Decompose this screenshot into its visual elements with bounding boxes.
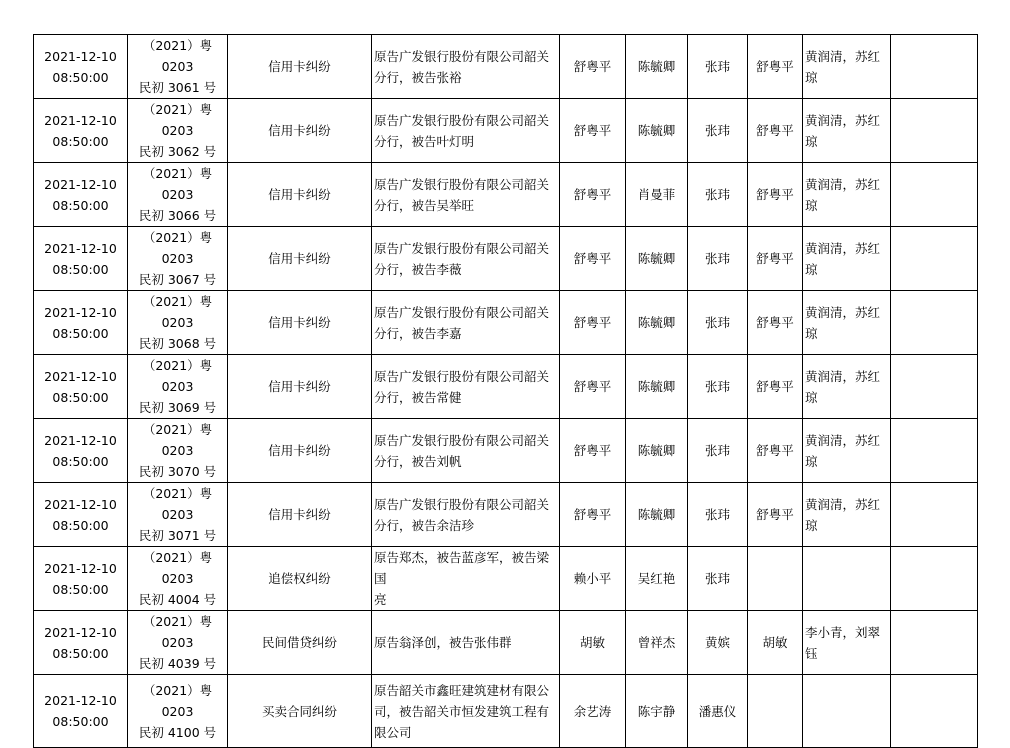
case-cause-cell-text: 信用卡纠纷 xyxy=(268,187,331,202)
jurors-cell-text: 李小青，刘翠钰 xyxy=(805,624,881,661)
table-row xyxy=(34,99,978,163)
parties-cell-text: 原告广发银行股份有限公司韶关 xyxy=(374,368,550,384)
assistant-cell xyxy=(688,227,748,291)
hearing-datetime-cell xyxy=(34,547,128,611)
undertaking-judge-cell-text: 胡敏 xyxy=(762,635,788,650)
undertaking-judge-cell-text: 舒粤平 xyxy=(756,123,794,138)
jurors-cell-text: 黄润清，苏红琼 xyxy=(805,496,881,533)
assistant-cell-text: 黄嫔 xyxy=(704,635,730,650)
parties-cell-text: 原告郑杰，被告蓝彦军，被告梁国 xyxy=(374,550,550,586)
hearing-datetime-cell xyxy=(34,99,128,163)
presiding-judge-cell xyxy=(560,163,626,227)
assistant-cell xyxy=(688,611,748,675)
assistant-cell xyxy=(688,483,748,547)
case-number-cell-text: 民初 4039 号 xyxy=(138,656,217,671)
jurors-cell xyxy=(803,611,891,675)
assistant-cell-text: 潘惠仪 xyxy=(698,703,737,719)
hearing-datetime-cell-text: 08:50:00 xyxy=(52,517,109,533)
case-number-cell-text: （2021）粤 0203 xyxy=(142,422,213,458)
jurors-cell-text: 黄润清，苏红琼 xyxy=(805,304,881,341)
parties-cell-text: 原告广发银行股份有限公司韶关 xyxy=(374,432,550,448)
case-cause-cell-text: 信用卡纠纷 xyxy=(268,315,331,330)
undertaking-judge-cell-text: 舒粤平 xyxy=(756,379,794,394)
parties-cell-text: 分行，被告叶灯明 xyxy=(374,133,475,149)
case-cause-cell xyxy=(228,227,372,291)
table-row xyxy=(34,483,978,547)
clerk-cell xyxy=(626,291,688,355)
assistant-cell xyxy=(688,355,748,419)
table-body xyxy=(34,35,978,748)
hearing-datetime-cell-text: 08:50:00 xyxy=(52,197,109,213)
hearing-datetime-cell xyxy=(34,291,128,355)
assistant-cell-text: 张玮 xyxy=(704,379,730,394)
clerk-cell-text: 肖曼菲 xyxy=(637,187,676,202)
presiding-judge-cell xyxy=(560,35,626,99)
parties-cell xyxy=(372,163,560,227)
assistant-cell-text: 张玮 xyxy=(704,59,730,74)
parties-cell-text: 分行，被告余洁珍 xyxy=(374,517,475,533)
case-cause-cell xyxy=(228,355,372,419)
undertaking-judge-cell-text: 舒粤平 xyxy=(756,315,794,330)
case-cause-cell-text: 民间借贷纠纷 xyxy=(261,635,337,650)
hearing-datetime-cell-text: 2021-12-10 xyxy=(44,176,117,192)
undertaking-judge-cell xyxy=(748,547,803,611)
case-number-cell-text: 民初 3061 号 xyxy=(138,80,217,95)
hearing-datetime-cell xyxy=(34,675,128,748)
clerk-cell-text: 陈毓卿 xyxy=(637,251,676,266)
case-number-cell-text: （2021）粤 0203 xyxy=(142,102,213,138)
empty-cell xyxy=(891,99,978,163)
hearing-datetime-cell-text: 08:50:00 xyxy=(52,453,109,469)
table-row xyxy=(34,163,978,227)
case-number-cell-text: 民初 3062 号 xyxy=(138,144,217,159)
hearing-datetime-cell-text: 2021-12-10 xyxy=(44,560,117,576)
hearing-datetime-cell-text: 2021-12-10 xyxy=(44,496,117,512)
undertaking-judge-cell-text: 舒粤平 xyxy=(756,507,794,522)
case-number-cell-text: （2021）粤 0203 xyxy=(142,230,213,266)
case-cause-cell xyxy=(228,99,372,163)
assistant-cell xyxy=(688,547,748,611)
hearing-datetime-cell xyxy=(34,611,128,675)
presiding-judge-cell-text: 舒粤平 xyxy=(573,315,612,330)
empty-cell xyxy=(891,355,978,419)
jurors-cell xyxy=(803,163,891,227)
case-number-cell-text: 民初 4004 号 xyxy=(138,592,217,607)
case-number-cell xyxy=(128,483,228,547)
parties-cell xyxy=(372,547,560,611)
presiding-judge-cell-text: 舒粤平 xyxy=(573,251,612,266)
undertaking-judge-cell xyxy=(748,419,803,483)
assistant-cell xyxy=(688,163,748,227)
clerk-cell-text: 陈毓卿 xyxy=(637,315,676,330)
case-number-cell-text: （2021）粤 0203 xyxy=(142,682,213,719)
case-number-cell xyxy=(128,355,228,419)
case-cause-cell-text: 信用卡纠纷 xyxy=(268,123,331,138)
case-number-cell-text: 民初 4100 号 xyxy=(138,724,217,740)
case-number-cell-text: （2021）粤 0203 xyxy=(142,486,213,522)
jurors-cell xyxy=(803,419,891,483)
case-number-cell xyxy=(128,419,228,483)
hearing-datetime-cell xyxy=(34,355,128,419)
case-cause-cell xyxy=(228,163,372,227)
parties-cell xyxy=(372,419,560,483)
case-number-cell xyxy=(128,99,228,163)
parties-cell xyxy=(372,675,560,748)
undertaking-judge-cell-text: 舒粤平 xyxy=(756,187,794,202)
hearing-datetime-cell xyxy=(34,483,128,547)
case-number-cell-text: （2021）粤 0203 xyxy=(142,550,213,586)
case-number-cell-text: 民初 3068 号 xyxy=(138,336,217,351)
parties-cell-text: 司，被告韶关市恒发建筑工程有 xyxy=(374,703,550,719)
clerk-cell xyxy=(626,227,688,291)
presiding-judge-cell-text: 胡敏 xyxy=(579,635,605,650)
clerk-cell xyxy=(626,547,688,611)
case-number-cell-text: （2021）粤 0203 xyxy=(142,38,213,74)
clerk-cell xyxy=(626,355,688,419)
presiding-judge-cell-text: 舒粤平 xyxy=(573,507,612,522)
clerk-cell xyxy=(626,611,688,675)
assistant-cell-text: 张玮 xyxy=(704,251,730,266)
clerk-cell xyxy=(626,163,688,227)
case-cause-cell-text: 信用卡纠纷 xyxy=(268,443,331,458)
empty-cell xyxy=(891,483,978,547)
hearing-datetime-cell-text: 2021-12-10 xyxy=(44,624,117,640)
jurors-cell xyxy=(803,99,891,163)
case-number-cell-text: （2021）粤 0203 xyxy=(142,166,213,202)
presiding-judge-cell-text: 余艺涛 xyxy=(573,703,612,719)
assistant-cell-text: 张玮 xyxy=(704,571,730,586)
hearing-datetime-cell-text: 08:50:00 xyxy=(52,69,109,85)
jurors-cell xyxy=(803,547,891,611)
case-number-cell-text: 民初 3070 号 xyxy=(138,464,217,479)
case-number-cell-text: 民初 3067 号 xyxy=(138,272,217,287)
clerk-cell-text: 陈毓卿 xyxy=(637,123,676,138)
clerk-cell-text: 曾祥杰 xyxy=(637,635,676,650)
assistant-cell-text: 张玮 xyxy=(704,443,730,458)
jurors-cell xyxy=(803,291,891,355)
case-cause-cell-text: 信用卡纠纷 xyxy=(268,379,331,394)
case-cause-cell xyxy=(228,483,372,547)
clerk-cell-text: 陈毓卿 xyxy=(637,507,676,522)
jurors-cell-text: 黄润清，苏红琼 xyxy=(805,112,881,149)
jurors-cell-text: 黄润清，苏红琼 xyxy=(805,432,881,469)
hearing-datetime-cell-text: 2021-12-10 xyxy=(44,304,117,320)
case-number-cell xyxy=(128,611,228,675)
assistant-cell xyxy=(688,675,748,748)
presiding-judge-cell xyxy=(560,355,626,419)
parties-cell-text: 分行，被告常健 xyxy=(374,389,462,405)
parties-cell-text: 原告广发银行股份有限公司韶关 xyxy=(374,112,550,128)
presiding-judge-cell-text: 舒粤平 xyxy=(573,123,612,138)
undertaking-judge-cell xyxy=(748,291,803,355)
clerk-cell-text: 陈毓卿 xyxy=(637,379,676,394)
empty-cell xyxy=(891,35,978,99)
clerk-cell-text: 陈宇静 xyxy=(637,703,676,719)
jurors-cell xyxy=(803,483,891,547)
jurors-cell-text: 黄润清，苏红琼 xyxy=(805,368,881,405)
presiding-judge-cell-text: 舒粤平 xyxy=(573,443,612,458)
undertaking-judge-cell-text: 舒粤平 xyxy=(756,251,794,266)
jurors-cell xyxy=(803,35,891,99)
case-cause-cell-text: 信用卡纠纷 xyxy=(268,507,331,522)
case-number-cell-text: （2021）粤 0203 xyxy=(142,614,213,650)
parties-cell xyxy=(372,291,560,355)
empty-cell xyxy=(891,227,978,291)
hearing-schedule-table xyxy=(33,34,978,748)
empty-cell xyxy=(891,163,978,227)
parties-cell xyxy=(372,483,560,547)
assistant-cell xyxy=(688,291,748,355)
hearing-datetime-cell-text: 2021-12-10 xyxy=(44,432,117,448)
presiding-judge-cell-text: 舒粤平 xyxy=(573,59,612,74)
clerk-cell xyxy=(626,419,688,483)
parties-cell-text: 分行，被告刘帆 xyxy=(374,453,462,469)
undertaking-judge-cell xyxy=(748,675,803,748)
presiding-judge-cell xyxy=(560,291,626,355)
undertaking-judge-cell xyxy=(748,227,803,291)
parties-cell xyxy=(372,35,560,99)
case-cause-cell xyxy=(228,547,372,611)
parties-cell-text: 分行，被告李嘉 xyxy=(374,325,462,341)
table-row xyxy=(34,611,978,675)
case-number-cell xyxy=(128,35,228,99)
case-number-cell xyxy=(128,291,228,355)
parties-cell-text: 原告广发银行股份有限公司韶关 xyxy=(374,176,550,192)
hearing-datetime-cell-text: 2021-12-10 xyxy=(44,48,117,64)
assistant-cell-text: 张玮 xyxy=(704,507,730,522)
presiding-judge-cell xyxy=(560,227,626,291)
hearing-datetime-cell-text: 08:50:00 xyxy=(52,581,109,597)
case-cause-cell-text: 买卖合同纠纷 xyxy=(261,703,337,719)
clerk-cell xyxy=(626,483,688,547)
parties-cell xyxy=(372,227,560,291)
table-row xyxy=(34,547,978,611)
jurors-cell-text: 黄润清，苏红琼 xyxy=(805,176,881,213)
empty-cell xyxy=(891,675,978,748)
hearing-datetime-cell-text: 08:50:00 xyxy=(52,325,109,341)
hearing-datetime-cell-text: 08:50:00 xyxy=(52,133,109,149)
presiding-judge-cell xyxy=(560,675,626,748)
hearing-datetime-cell xyxy=(34,227,128,291)
case-number-cell xyxy=(128,227,228,291)
parties-cell-text: 原告广发银行股份有限公司韶关 xyxy=(374,240,550,256)
jurors-cell-text: 黄润清，苏红琼 xyxy=(805,240,881,277)
clerk-cell xyxy=(626,35,688,99)
parties-cell-text: 分行，被告李薇 xyxy=(374,261,462,277)
case-cause-cell xyxy=(228,35,372,99)
parties-cell xyxy=(372,611,560,675)
clerk-cell-text: 陈毓卿 xyxy=(637,443,676,458)
case-number-cell-text: 民初 3071 号 xyxy=(138,528,217,543)
parties-cell xyxy=(372,99,560,163)
table-row xyxy=(34,675,978,748)
hearing-datetime-cell-text: 08:50:00 xyxy=(52,645,109,661)
presiding-judge-cell xyxy=(560,611,626,675)
clerk-cell-text: 陈毓卿 xyxy=(637,59,676,74)
empty-cell xyxy=(891,291,978,355)
parties-cell xyxy=(372,355,560,419)
parties-cell-text: 原告广发银行股份有限公司韶关 xyxy=(374,48,550,64)
case-cause-cell xyxy=(228,675,372,748)
table-row xyxy=(34,419,978,483)
assistant-cell-text: 张玮 xyxy=(704,315,730,330)
case-cause-cell xyxy=(228,611,372,675)
presiding-judge-cell xyxy=(560,99,626,163)
jurors-cell-text: 黄润清，苏红琼 xyxy=(805,48,881,85)
parties-cell-text: 限公司 xyxy=(374,724,412,740)
hearing-datetime-cell-text: 08:50:00 xyxy=(52,714,109,729)
hearing-datetime-cell-text: 2021-12-10 xyxy=(44,693,117,708)
table-row xyxy=(34,291,978,355)
case-number-cell xyxy=(128,675,228,748)
case-number-cell-text: 民初 3066 号 xyxy=(138,208,217,223)
parties-cell-text: 亮 xyxy=(374,592,387,607)
parties-cell-text: 分行，被告张裕 xyxy=(374,69,462,85)
empty-cell xyxy=(891,419,978,483)
parties-cell-text: 原告广发银行股份有限公司韶关 xyxy=(374,304,550,320)
case-number-cell xyxy=(128,163,228,227)
assistant-cell xyxy=(688,419,748,483)
case-cause-cell-text: 信用卡纠纷 xyxy=(268,59,331,74)
table-row xyxy=(34,355,978,419)
empty-cell xyxy=(891,611,978,675)
hearing-datetime-cell xyxy=(34,163,128,227)
undertaking-judge-cell xyxy=(748,163,803,227)
empty-cell xyxy=(891,547,978,611)
hearing-datetime-cell-text: 2021-12-10 xyxy=(44,368,117,384)
assistant-cell-text: 张玮 xyxy=(704,123,730,138)
jurors-cell xyxy=(803,355,891,419)
hearing-datetime-cell xyxy=(34,35,128,99)
case-number-cell xyxy=(128,547,228,611)
hearing-datetime-cell-text: 2021-12-10 xyxy=(44,112,117,128)
clerk-cell-text: 吴红艳 xyxy=(637,571,676,586)
hearing-datetime-cell-text: 08:50:00 xyxy=(52,261,109,277)
assistant-cell xyxy=(688,35,748,99)
hearing-datetime-cell-text: 2021-12-10 xyxy=(44,240,117,256)
undertaking-judge-cell xyxy=(748,355,803,419)
undertaking-judge-cell xyxy=(748,35,803,99)
undertaking-judge-cell-text: 舒粤平 xyxy=(756,59,794,74)
case-number-cell-text: （2021）粤 0203 xyxy=(142,294,213,330)
parties-cell-text: 分行，被告吴举旺 xyxy=(374,197,475,213)
undertaking-judge-cell xyxy=(748,611,803,675)
hearing-datetime-cell xyxy=(34,419,128,483)
assistant-cell-text: 张玮 xyxy=(704,187,730,202)
presiding-judge-cell-text: 舒粤平 xyxy=(573,379,612,394)
case-cause-cell xyxy=(228,419,372,483)
clerk-cell xyxy=(626,675,688,748)
case-cause-cell-text: 信用卡纠纷 xyxy=(268,251,331,266)
undertaking-judge-cell xyxy=(748,99,803,163)
case-cause-cell xyxy=(228,291,372,355)
jurors-cell xyxy=(803,675,891,748)
case-number-cell-text: 民初 3069 号 xyxy=(138,400,217,415)
assistant-cell xyxy=(688,99,748,163)
table-row xyxy=(34,35,978,99)
case-cause-cell-text: 追偿权纠纷 xyxy=(268,571,331,586)
parties-cell-text: 原告翁泽创，被告张伟群 xyxy=(374,635,512,650)
jurors-cell xyxy=(803,227,891,291)
hearing-datetime-cell-text: 08:50:00 xyxy=(52,389,109,405)
parties-cell-text: 原告广发银行股份有限公司韶关 xyxy=(374,496,550,512)
undertaking-judge-cell xyxy=(748,483,803,547)
presiding-judge-cell xyxy=(560,419,626,483)
presiding-judge-cell xyxy=(560,483,626,547)
presiding-judge-cell-text: 舒粤平 xyxy=(573,187,612,202)
presiding-judge-cell xyxy=(560,547,626,611)
clerk-cell xyxy=(626,99,688,163)
parties-cell-text: 原告韶关市鑫旺建筑建材有限公 xyxy=(374,682,550,698)
presiding-judge-cell-text: 赖小平 xyxy=(573,571,612,586)
undertaking-judge-cell-text: 舒粤平 xyxy=(756,443,794,458)
table-row xyxy=(34,227,978,291)
case-number-cell-text: （2021）粤 0203 xyxy=(142,358,213,394)
